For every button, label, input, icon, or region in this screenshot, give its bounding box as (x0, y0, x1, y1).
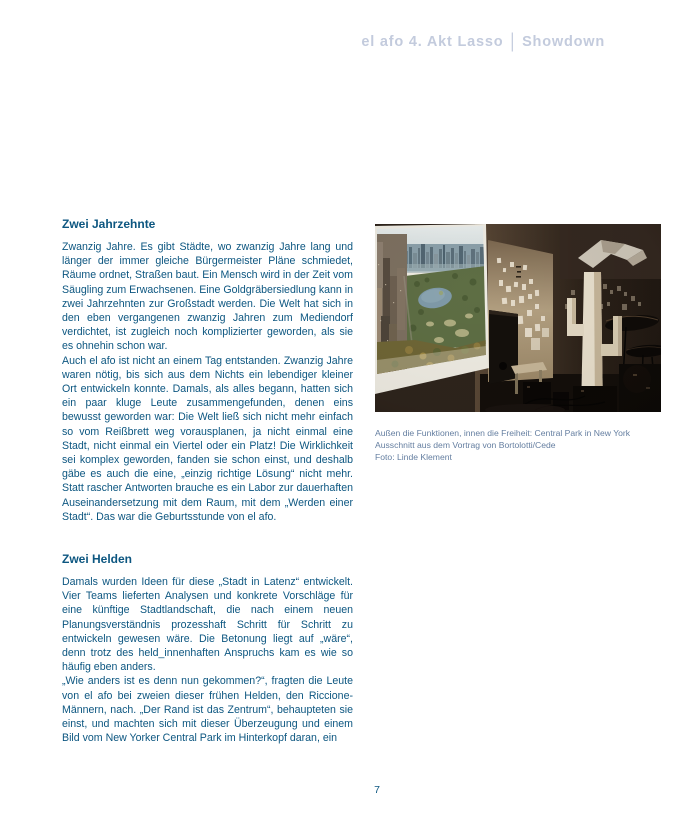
caption-line: Ausschnitt aus dem Vortrag von Bortolotti/Cede (375, 439, 556, 450)
presentation-room-photo (375, 224, 661, 412)
running-header-title: Showdown (522, 33, 605, 50)
figure-caption (375, 428, 661, 463)
caption-line: Foto: Linde Klement (375, 451, 452, 462)
running-header-chapter: el afo 4. Akt Lasso (361, 33, 504, 50)
figure (375, 224, 661, 463)
section-heading: Zwei Helden (62, 552, 133, 567)
paragraph: Auch el afo ist nicht an einem Tag entstanden. Zwanzig Jahre waren nötig, bis sich aus dem Nichts ein lebendiger kleiner Ort entwickeln konnte. Damals, als alles begann, hatten sich ein paar kluge Leute zusammengefunden, denen eins bewusst geworden war: Die Welt ließ sich nicht mehr einfach so vom Reißbrett weg vorausplanen, ja nicht einmal eine Stadt, nicht einmal ein Viertel oder ein Platz! Die Wirklichkeit sei komplex geworden, fanden sie schon einst, und deshalb gäbe es auch die eine, „einzig richtige Lösung“ nicht mehr. Statt rascher Antworten brauche es ein Labor zur dauerhaften Auseinandersetzung mit dem Raum, mit dem „Werden einer Stadt“. Das war die Geburtsstunde von el afo. (62, 354, 353, 523)
page-number: 7 (374, 784, 380, 796)
photo-illustration (375, 224, 661, 412)
paragraph: „Wie anders ist es denn nun gekommen?“, fragten die Leute von el afo bei zweien dieser frühen Helden, den Riccione-Männern, nach. „Der Rand ist das Zentrum“, behaupteten sie einst, und machten sich mit dieser Überzeugung und einem Bild vom New Yorker Central Park im Hinterkopf daran, ein (62, 675, 353, 745)
running-header-divider: | (510, 30, 516, 53)
section-zwei-jahrzehnte (62, 217, 353, 524)
section-zwei-helden (62, 552, 353, 745)
paragraph: Damals wurden Ideen für diese „Stadt in Latenz“ entwickelt. Vier Teams lieferten Analysen und konkrete Vorschläge für eine künftige Stadtlandschaft, die nach einem neuen Planungsverständnis prozesshaft Schritt für Schritt zu entwickeln gewesen wäre. Die Betonung liegt auf „wäre“, denn trotz des held_innenhaften Anspruchs kam es wie so häufig eben anders. (62, 576, 353, 674)
article-column (62, 217, 353, 746)
paragraph: Zwanzig Jahre. Es gibt Städte, wo zwanzig Jahre lang und länger der immer gleiche Bürgermeister Pläne schmiedet, Räume ordnet, Straßen baut. Ein Mensch wird in der Zeit vom Säugling zum Erwachsenen. Eine Goldgräbersiedlung kann in zwei Jahrzehnten zur Großstadt werden. Die Welt hat sich in den eben vergangenen zwanzig Jahren zum Mediendorf verdichtet, ist zugleich noch komplizierter geworden, als sie es ohnehin schon war. (62, 241, 353, 353)
running-header (361, 30, 605, 53)
section-heading: Zwei Jahrzehnte (62, 217, 156, 231)
caption-line: Außen die Funktionen, innen die Freiheit: Central Park in New York (375, 428, 631, 438)
